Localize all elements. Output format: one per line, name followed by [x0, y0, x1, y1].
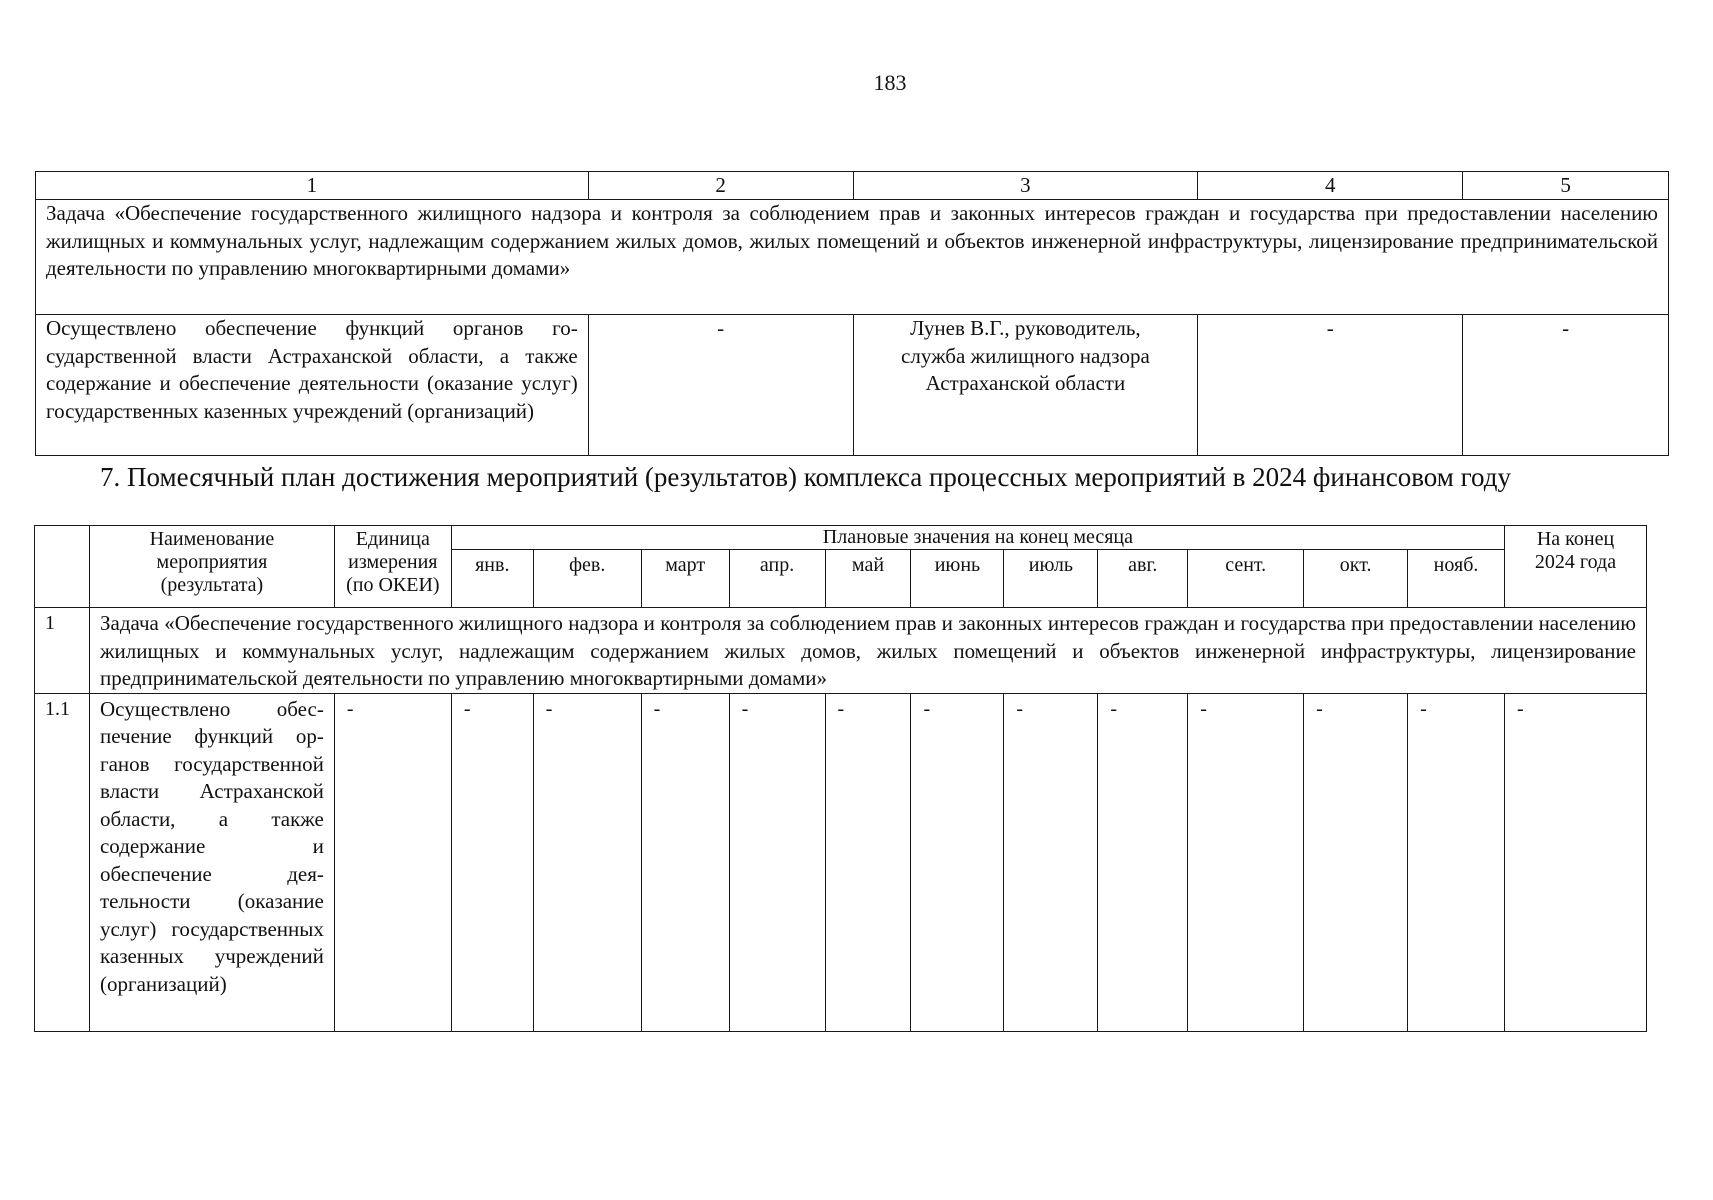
task-row [36, 200, 1669, 315]
header-line: (по ОКЕИ) [346, 574, 440, 596]
continuation-table [35, 171, 1669, 456]
month-value: - [1004, 693, 1098, 1031]
header-line: На конец [1536, 528, 1615, 550]
responsible-line: Астраханской области [925, 371, 1126, 395]
measure-name-content: Осуществлено обеспечение функций органов государственной власти Астраханской области, а также содержание и обеспечение деятельности (оказание услуг) государственных казенных учреждений (организаций) [99, 696, 324, 996]
month-value: - [533, 693, 641, 1031]
table-row [36, 315, 1669, 456]
measure-name [89, 693, 334, 1031]
table-row [35, 693, 1647, 1031]
header-line: измерения [348, 551, 438, 573]
row-number: 1.1 [35, 693, 90, 1031]
monthly-plan-table [34, 525, 1647, 1032]
task-text [36, 200, 1669, 315]
month-header: янв. [451, 550, 533, 608]
column-number: 2 [588, 172, 853, 200]
task-text-content: Задача «Обеспечение государственного жилищного надзора и контроля за соблюдением прав и законных интересов граждан и государства при предоставлении населению жилищных и коммунальных услуг, надлежащим содержанием жилых домов, жилых помещений и объектов инженерной инфраструктуры, лицензирование предпринимательской деятельности по управлению многоквартирными домами» [99, 611, 1636, 690]
month-header: апр. [729, 550, 825, 608]
month-header: июнь [911, 550, 1004, 608]
cell-col4: - [1198, 315, 1463, 456]
page-number: 183 [873, 70, 907, 95]
column-number: 3 [853, 172, 1198, 200]
month-value: - [729, 693, 825, 1031]
header-line: мероприятия [156, 551, 268, 573]
month-value: - [911, 693, 1004, 1031]
measure-name: Осуществлено обеспечение функций органов государственной власти Астраханской области, а также содержание и обеспечение деятельности (оказание услуг) государственных казенных учреждений (организаций) [36, 315, 589, 456]
responsible-line: служба жилищного надзора [901, 343, 1150, 368]
section-title: 7. Помесячный план достижения мероприятий (результатов) комплекса процессных мероприятий в 2024 финансовом году [100, 462, 1511, 492]
header-row [35, 526, 1647, 550]
column-number-row [36, 172, 1669, 200]
responsible-line: Лунев В.Г., руководитель, [910, 316, 1141, 340]
month-value: - [1408, 693, 1505, 1031]
month-value: - [1188, 693, 1304, 1031]
row-number: 1 [35, 608, 90, 694]
cell-col5: - [1463, 315, 1669, 456]
task-text-content: Задача «Обеспечение государственного жилищного надзора и контроля за соблюдением прав и законных интересов граждан и государства при предоставлении населению жилищных и коммунальных услуг, надлежащим содержанием жилых домов, жилых помещений и объектов инженерной инфраструктуры, лицензирование предпринимательской деятельности по управлению многоквартирными домами» [46, 201, 1658, 280]
column-number: 1 [36, 172, 589, 200]
month-header: сент. [1188, 550, 1304, 608]
header-line: Единица [355, 528, 430, 550]
unit-value: - [334, 693, 451, 1031]
year-end-value: - [1505, 693, 1647, 1031]
month-value: - [1304, 693, 1408, 1031]
month-header: март [641, 550, 729, 608]
header-line: Наименование [149, 528, 275, 550]
month-header: нояб. [1408, 550, 1505, 608]
header-line: 2024 года [1534, 551, 1617, 573]
task-row [35, 608, 1647, 694]
number-header [35, 526, 90, 608]
column-number: 5 [1463, 172, 1669, 200]
month-header: окт. [1304, 550, 1408, 608]
planned-values-header: Плановые значения на конец месяца [451, 526, 1504, 550]
month-header: авг. [1098, 550, 1188, 608]
cell-col2: - [588, 315, 853, 456]
task-text [89, 608, 1646, 694]
month-value: - [1098, 693, 1188, 1031]
month-value: - [451, 693, 533, 1031]
name-header [89, 526, 334, 608]
month-header: фев. [533, 550, 641, 608]
month-header: июль [1004, 550, 1098, 608]
responsible-person [853, 315, 1198, 456]
unit-header [334, 526, 451, 608]
column-number: 4 [1198, 172, 1463, 200]
year-end-header [1505, 526, 1647, 608]
month-header: май [825, 550, 911, 608]
month-value: - [641, 693, 729, 1031]
header-line: (результата) [160, 574, 264, 596]
month-value: - [825, 693, 911, 1031]
